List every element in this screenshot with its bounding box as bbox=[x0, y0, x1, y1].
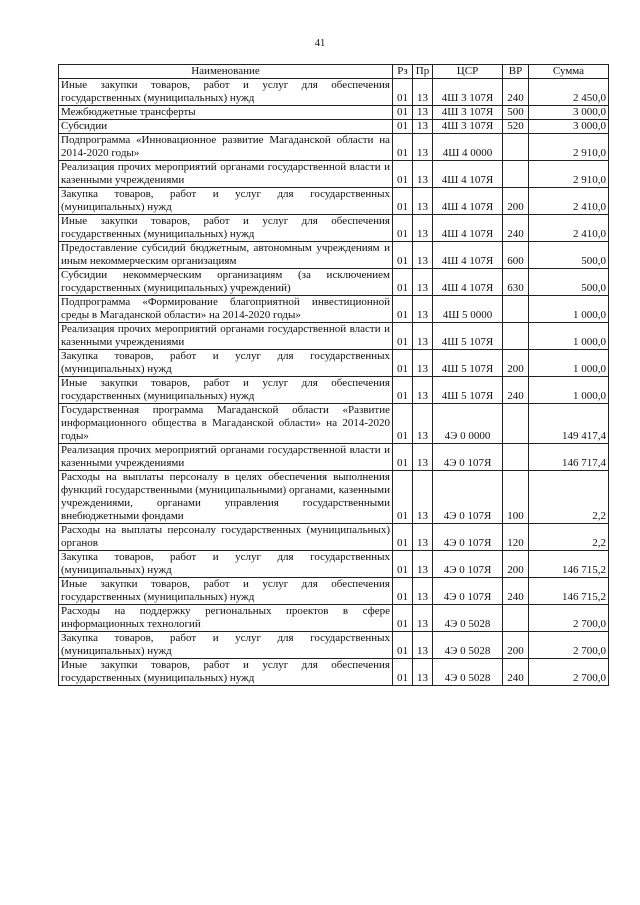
cell-pr: 13 bbox=[413, 269, 433, 296]
page-number: 41 bbox=[314, 38, 326, 49]
table-row bbox=[59, 377, 609, 404]
cell-sum: 2,2 bbox=[529, 524, 609, 551]
cell-sum: 2,2 bbox=[529, 471, 609, 524]
cell-rz: 01 bbox=[393, 215, 413, 242]
cell-rz: 01 bbox=[393, 106, 413, 120]
cell-csr: 4Ш 4 107Я bbox=[433, 188, 503, 215]
cell-pr: 13 bbox=[413, 296, 433, 323]
cell-rz: 01 bbox=[393, 188, 413, 215]
cell-rz: 01 bbox=[393, 134, 413, 161]
cell-sum: 2 700,0 bbox=[529, 659, 609, 686]
cell-name: Государственная программа Магаданской области «Развитие информационного общества в Магаданской области» на 2014-2020 годы» bbox=[59, 404, 393, 444]
table-row bbox=[59, 444, 609, 471]
cell-pr: 13 bbox=[413, 106, 433, 120]
cell-name: Реализация прочих мероприятий органами государственной власти и казенными учреждениями bbox=[59, 323, 393, 350]
cell-pr: 13 bbox=[413, 134, 433, 161]
table-row bbox=[59, 242, 609, 269]
table-row bbox=[59, 296, 609, 323]
cell-vr: 120 bbox=[503, 524, 529, 551]
table-header bbox=[59, 65, 609, 79]
cell-csr: 4Ш 3 107Я bbox=[433, 106, 503, 120]
cell-csr: 4Ш 4 107Я bbox=[433, 269, 503, 296]
cell-pr: 13 bbox=[413, 161, 433, 188]
cell-rz: 01 bbox=[393, 404, 413, 444]
cell-pr: 13 bbox=[413, 120, 433, 134]
cell-name: Предоставление субсидий бюджетным, автономным учреждениям и иным некоммерческим организациям bbox=[59, 242, 393, 269]
cell-csr: 4Ш 4 107Я bbox=[433, 161, 503, 188]
table-row bbox=[59, 659, 609, 686]
cell-csr: 4Э 0 5028 bbox=[433, 659, 503, 686]
cell-rz: 01 bbox=[393, 605, 413, 632]
cell-vr: 630 bbox=[503, 269, 529, 296]
cell-pr: 13 bbox=[413, 471, 433, 524]
cell-csr: 4Э 0 107Я bbox=[433, 471, 503, 524]
cell-csr: 4Ш 5 107Я bbox=[433, 377, 503, 404]
table-row bbox=[59, 106, 609, 120]
cell-name: Закупка товаров, работ и услуг для государственных (муниципальных) нужд bbox=[59, 350, 393, 377]
table-row bbox=[59, 404, 609, 444]
cell-sum: 2 910,0 bbox=[529, 134, 609, 161]
cell-sum: 2 450,0 bbox=[529, 79, 609, 106]
cell-rz: 01 bbox=[393, 120, 413, 134]
cell-name: Расходы на выплаты персоналу государственных (муниципальных) органов bbox=[59, 524, 393, 551]
header-vr: ВР bbox=[503, 65, 529, 79]
header-csr: ЦСР bbox=[433, 65, 503, 79]
cell-csr: 4Ш 3 107Я bbox=[433, 120, 503, 134]
cell-name: Закупка товаров, работ и услуг для государственных (муниципальных) нужд bbox=[59, 188, 393, 215]
cell-rz: 01 bbox=[393, 296, 413, 323]
cell-name: Подпрограмма «Формирование благоприятной инвестиционной среды в Магаданской области» на 2014-2020 годы» bbox=[59, 296, 393, 323]
cell-pr: 13 bbox=[413, 350, 433, 377]
cell-sum: 1 000,0 bbox=[529, 296, 609, 323]
cell-name: Иные закупки товаров, работ и услуг для обеспечения государственных (муниципальных) нужд bbox=[59, 215, 393, 242]
header-rz: Рз bbox=[393, 65, 413, 79]
cell-sum: 146 717,4 bbox=[529, 444, 609, 471]
cell-sum: 3 000,0 bbox=[529, 120, 609, 134]
cell-sum: 2 910,0 bbox=[529, 161, 609, 188]
cell-pr: 13 bbox=[413, 659, 433, 686]
cell-name: Расходы на выплаты персоналу в целях обеспечения выполнения функций государственными (муниципальными) органами, казенными учреждениями, органами управления государственными внебюджетными фондами bbox=[59, 471, 393, 524]
cell-name: Субсидии некоммерческим организациям (за исключением государственных (муниципальных) учреждений) bbox=[59, 269, 393, 296]
table-row bbox=[59, 269, 609, 296]
table-row bbox=[59, 323, 609, 350]
cell-name: Реализация прочих мероприятий органами государственной власти и казенными учреждениями bbox=[59, 161, 393, 188]
table-row bbox=[59, 79, 609, 106]
cell-sum: 1 000,0 bbox=[529, 350, 609, 377]
header-pr: Пр bbox=[413, 65, 433, 79]
table-row bbox=[59, 524, 609, 551]
header-row bbox=[59, 65, 609, 79]
table-row bbox=[59, 161, 609, 188]
table-row bbox=[59, 188, 609, 215]
cell-pr: 13 bbox=[413, 79, 433, 106]
cell-sum: 1 000,0 bbox=[529, 377, 609, 404]
cell-rz: 01 bbox=[393, 350, 413, 377]
cell-csr: 4Ш 4 0000 bbox=[433, 134, 503, 161]
cell-csr: 4Э 0 107Я bbox=[433, 578, 503, 605]
cell-name: Закупка товаров, работ и услуг для государственных (муниципальных) нужд bbox=[59, 632, 393, 659]
table-row bbox=[59, 215, 609, 242]
cell-rz: 01 bbox=[393, 471, 413, 524]
cell-csr: 4Ш 5 107Я bbox=[433, 323, 503, 350]
cell-csr: 4Э 0 5028 bbox=[433, 605, 503, 632]
cell-vr: 240 bbox=[503, 79, 529, 106]
cell-csr: 4Ш 5 107Я bbox=[433, 350, 503, 377]
cell-sum: 2 700,0 bbox=[529, 605, 609, 632]
cell-vr: 200 bbox=[503, 632, 529, 659]
cell-pr: 13 bbox=[413, 404, 433, 444]
cell-pr: 13 bbox=[413, 188, 433, 215]
cell-pr: 13 bbox=[413, 578, 433, 605]
cell-vr: 500 bbox=[503, 106, 529, 120]
cell-vr: 240 bbox=[503, 215, 529, 242]
cell-sum: 2 700,0 bbox=[529, 632, 609, 659]
cell-rz: 01 bbox=[393, 524, 413, 551]
cell-csr: 4Ш 4 107Я bbox=[433, 215, 503, 242]
cell-vr: 240 bbox=[503, 659, 529, 686]
table-row bbox=[59, 471, 609, 524]
cell-vr bbox=[503, 323, 529, 350]
table-row bbox=[59, 350, 609, 377]
budget-table bbox=[58, 64, 609, 686]
cell-pr: 13 bbox=[413, 632, 433, 659]
cell-csr: 4Ш 5 0000 bbox=[433, 296, 503, 323]
cell-pr: 13 bbox=[413, 242, 433, 269]
cell-rz: 01 bbox=[393, 377, 413, 404]
cell-vr bbox=[503, 605, 529, 632]
cell-vr bbox=[503, 444, 529, 471]
cell-name: Иные закупки товаров, работ и услуг для обеспечения государственных (муниципальных) нужд bbox=[59, 659, 393, 686]
table-row bbox=[59, 134, 609, 161]
cell-pr: 13 bbox=[413, 323, 433, 350]
cell-sum: 3 000,0 bbox=[529, 106, 609, 120]
cell-sum: 500,0 bbox=[529, 269, 609, 296]
cell-csr: 4Ш 4 107Я bbox=[433, 242, 503, 269]
cell-pr: 13 bbox=[413, 444, 433, 471]
cell-vr: 520 bbox=[503, 120, 529, 134]
table-body bbox=[59, 79, 609, 686]
cell-rz: 01 bbox=[393, 578, 413, 605]
cell-csr: 4Э 0 5028 bbox=[433, 632, 503, 659]
cell-vr: 200 bbox=[503, 551, 529, 578]
cell-name: Межбюджетные трансферты bbox=[59, 106, 393, 120]
cell-vr: 200 bbox=[503, 188, 529, 215]
cell-name: Подпрограмма «Инновационное развитие Магаданской области на 2014-2020 годы» bbox=[59, 134, 393, 161]
header-sum: Сумма bbox=[529, 65, 609, 79]
cell-vr bbox=[503, 134, 529, 161]
cell-csr: 4Ш 3 107Я bbox=[433, 79, 503, 106]
cell-rz: 01 bbox=[393, 632, 413, 659]
cell-sum: 146 715,2 bbox=[529, 578, 609, 605]
cell-sum: 2 410,0 bbox=[529, 215, 609, 242]
cell-vr: 200 bbox=[503, 350, 529, 377]
cell-name: Иные закупки товаров, работ и услуг для обеспечения государственных (муниципальных) нужд bbox=[59, 377, 393, 404]
cell-pr: 13 bbox=[413, 524, 433, 551]
cell-sum: 146 715,2 bbox=[529, 551, 609, 578]
cell-vr: 240 bbox=[503, 377, 529, 404]
cell-vr bbox=[503, 161, 529, 188]
cell-name: Иные закупки товаров, работ и услуг для обеспечения государственных (муниципальных) нужд bbox=[59, 79, 393, 106]
cell-pr: 13 bbox=[413, 551, 433, 578]
cell-rz: 01 bbox=[393, 444, 413, 471]
table-row bbox=[59, 605, 609, 632]
cell-rz: 01 bbox=[393, 242, 413, 269]
cell-csr: 4Э 0 107Я bbox=[433, 524, 503, 551]
cell-pr: 13 bbox=[413, 605, 433, 632]
cell-rz: 01 bbox=[393, 79, 413, 106]
cell-name: Реализация прочих мероприятий органами государственной власти и казенными учреждениями bbox=[59, 444, 393, 471]
cell-vr bbox=[503, 296, 529, 323]
cell-rz: 01 bbox=[393, 161, 413, 188]
cell-sum: 1 000,0 bbox=[529, 323, 609, 350]
cell-pr: 13 bbox=[413, 377, 433, 404]
cell-rz: 01 bbox=[393, 551, 413, 578]
cell-vr bbox=[503, 404, 529, 444]
cell-vr: 240 bbox=[503, 578, 529, 605]
cell-vr: 600 bbox=[503, 242, 529, 269]
cell-rz: 01 bbox=[393, 659, 413, 686]
table-row bbox=[59, 632, 609, 659]
cell-sum: 500,0 bbox=[529, 242, 609, 269]
cell-csr: 4Э 0 107Я bbox=[433, 551, 503, 578]
cell-name: Закупка товаров, работ и услуг для государственных (муниципальных) нужд bbox=[59, 551, 393, 578]
cell-sum: 2 410,0 bbox=[529, 188, 609, 215]
table-row bbox=[59, 578, 609, 605]
cell-pr: 13 bbox=[413, 215, 433, 242]
cell-csr: 4Э 0 0000 bbox=[433, 404, 503, 444]
header-name: Наименование bbox=[59, 65, 393, 79]
cell-name: Субсидии bbox=[59, 120, 393, 134]
cell-name: Иные закупки товаров, работ и услуг для обеспечения государственных (муниципальных) нужд bbox=[59, 578, 393, 605]
cell-name: Расходы на поддержку региональных проектов в сфере информационных технологий bbox=[59, 605, 393, 632]
cell-sum: 149 417,4 bbox=[529, 404, 609, 444]
cell-rz: 01 bbox=[393, 269, 413, 296]
table-row bbox=[59, 551, 609, 578]
cell-csr: 4Э 0 107Я bbox=[433, 444, 503, 471]
table-row bbox=[59, 120, 609, 134]
cell-rz: 01 bbox=[393, 323, 413, 350]
cell-vr: 100 bbox=[503, 471, 529, 524]
